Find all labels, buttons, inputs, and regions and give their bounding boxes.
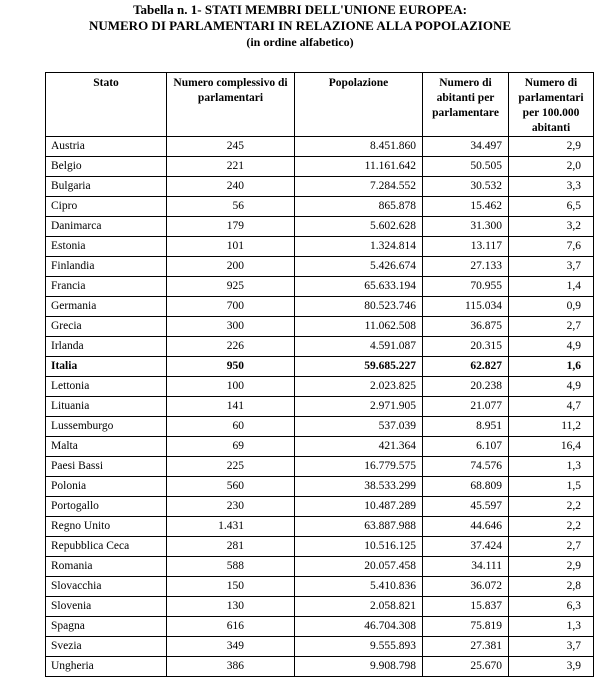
cell-parlamentari-per-100k: 2,9 [509, 137, 594, 157]
cell-parlamentari-per-100k: 6,5 [509, 197, 594, 217]
cell-parlamentari-per-100k: 11,2 [509, 417, 594, 437]
cell-parlamentari-per-100k: 1,6 [509, 357, 594, 377]
cell-abitanti-per-parlamentare: 68.809 [423, 477, 509, 497]
cell-stato: Finlandia [46, 257, 167, 277]
cell-popolazione: 9.555.893 [295, 637, 423, 657]
cell-numero-parlamentari: 616 [167, 617, 295, 637]
cell-parlamentari-per-100k: 3,7 [509, 637, 594, 657]
cell-parlamentari-per-100k: 2,7 [509, 317, 594, 337]
header-abitanti-per-parlamentare: Numero di abitanti per parlamentare [423, 73, 509, 137]
table-row [46, 617, 594, 637]
cell-popolazione: 5.410.836 [295, 577, 423, 597]
table-row [46, 217, 594, 237]
cell-popolazione: 65.633.194 [295, 277, 423, 297]
cell-parlamentari-per-100k: 1,4 [509, 277, 594, 297]
table-row [46, 357, 594, 377]
cell-numero-parlamentari: 245 [167, 137, 295, 157]
parliamentarians-table [45, 72, 594, 677]
table-caption [0, 2, 600, 50]
cell-popolazione: 16.779.575 [295, 457, 423, 477]
cell-popolazione: 1.324.814 [295, 237, 423, 257]
cell-abitanti-per-parlamentare: 34.111 [423, 557, 509, 577]
cell-numero-parlamentari: 230 [167, 497, 295, 517]
cell-popolazione: 9.908.798 [295, 657, 423, 677]
cell-abitanti-per-parlamentare: 6.107 [423, 437, 509, 457]
cell-numero-parlamentari: 950 [167, 357, 295, 377]
header-numero-parlamentari: Numero complessivo di parlamentari [167, 73, 295, 137]
cell-numero-parlamentari: 179 [167, 217, 295, 237]
cell-parlamentari-per-100k: 3,2 [509, 217, 594, 237]
cell-abitanti-per-parlamentare: 20.315 [423, 337, 509, 357]
cell-popolazione: 5.426.674 [295, 257, 423, 277]
cell-stato: Estonia [46, 237, 167, 257]
table-body [46, 137, 594, 677]
cell-abitanti-per-parlamentare: 30.532 [423, 177, 509, 197]
table-row [46, 257, 594, 277]
cell-parlamentari-per-100k: 2,7 [509, 537, 594, 557]
cell-numero-parlamentari: 1.431 [167, 517, 295, 537]
cell-numero-parlamentari: 925 [167, 277, 295, 297]
cell-parlamentari-per-100k: 4,7 [509, 397, 594, 417]
cell-popolazione: 46.704.308 [295, 617, 423, 637]
table-row [46, 337, 594, 357]
cell-stato: Italia [46, 357, 167, 377]
cell-popolazione: 537.039 [295, 417, 423, 437]
caption-note: (in ordine alfabetico) [246, 35, 354, 49]
cell-stato: Svezia [46, 637, 167, 657]
table-row [46, 637, 594, 657]
cell-stato: Francia [46, 277, 167, 297]
cell-parlamentari-per-100k: 2,0 [509, 157, 594, 177]
cell-abitanti-per-parlamentare: 31.300 [423, 217, 509, 237]
table-row [46, 237, 594, 257]
cell-parlamentari-per-100k: 2,2 [509, 497, 594, 517]
cell-abitanti-per-parlamentare: 36.875 [423, 317, 509, 337]
cell-stato: Lettonia [46, 377, 167, 397]
cell-stato: Portogallo [46, 497, 167, 517]
cell-numero-parlamentari: 60 [167, 417, 295, 437]
cell-popolazione: 2.058.821 [295, 597, 423, 617]
cell-numero-parlamentari: 300 [167, 317, 295, 337]
cell-abitanti-per-parlamentare: 37.424 [423, 537, 509, 557]
cell-popolazione: 11.161.642 [295, 157, 423, 177]
cell-parlamentari-per-100k: 3,7 [509, 257, 594, 277]
cell-numero-parlamentari: 150 [167, 577, 295, 597]
cell-stato: Lituania [46, 397, 167, 417]
cell-abitanti-per-parlamentare: 44.646 [423, 517, 509, 537]
cell-abitanti-per-parlamentare: 21.077 [423, 397, 509, 417]
header-popolazione: Popolazione [295, 73, 423, 137]
table-row [46, 397, 594, 417]
cell-popolazione: 8.451.860 [295, 137, 423, 157]
cell-popolazione: 10.516.125 [295, 537, 423, 557]
cell-parlamentari-per-100k: 7,6 [509, 237, 594, 257]
table-row [46, 417, 594, 437]
cell-numero-parlamentari: 386 [167, 657, 295, 677]
cell-stato: Malta [46, 437, 167, 457]
cell-popolazione: 11.062.508 [295, 317, 423, 337]
cell-parlamentari-per-100k: 1,3 [509, 457, 594, 477]
table-row [46, 557, 594, 577]
caption-title: Tabella n. 1- STATI MEMBRI DELL'UNIONE EUROPEA: [133, 2, 467, 17]
table-row [46, 297, 594, 317]
cell-numero-parlamentari: 221 [167, 157, 295, 177]
cell-abitanti-per-parlamentare: 25.670 [423, 657, 509, 677]
table-row [46, 657, 594, 677]
cell-parlamentari-per-100k: 6,3 [509, 597, 594, 617]
cell-parlamentari-per-100k: 0,9 [509, 297, 594, 317]
cell-stato: Polonia [46, 477, 167, 497]
cell-abitanti-per-parlamentare: 27.381 [423, 637, 509, 657]
table-row [46, 177, 594, 197]
cell-popolazione: 10.487.289 [295, 497, 423, 517]
header-stato: Stato [46, 73, 167, 137]
cell-popolazione: 63.887.988 [295, 517, 423, 537]
cell-parlamentari-per-100k: 1,5 [509, 477, 594, 497]
table-row [46, 317, 594, 337]
cell-parlamentari-per-100k: 1,3 [509, 617, 594, 637]
table-row [46, 457, 594, 477]
cell-popolazione: 865.878 [295, 197, 423, 217]
table-row [46, 537, 594, 557]
table-row [46, 497, 594, 517]
cell-stato: Slovenia [46, 597, 167, 617]
cell-numero-parlamentari: 101 [167, 237, 295, 257]
table-row [46, 477, 594, 497]
cell-abitanti-per-parlamentare: 50.505 [423, 157, 509, 177]
cell-stato: Lussemburgo [46, 417, 167, 437]
cell-parlamentari-per-100k: 2,8 [509, 577, 594, 597]
cell-popolazione: 4.591.087 [295, 337, 423, 357]
table-row [46, 377, 594, 397]
table-row [46, 157, 594, 177]
cell-stato: Cipro [46, 197, 167, 217]
cell-abitanti-per-parlamentare: 27.133 [423, 257, 509, 277]
cell-numero-parlamentari: 69 [167, 437, 295, 457]
cell-parlamentari-per-100k: 3,9 [509, 657, 594, 677]
cell-parlamentari-per-100k: 2,2 [509, 517, 594, 537]
cell-popolazione: 2.971.905 [295, 397, 423, 417]
table-row [46, 437, 594, 457]
cell-abitanti-per-parlamentare: 13.117 [423, 237, 509, 257]
table-row [46, 137, 594, 157]
cell-parlamentari-per-100k: 4,9 [509, 377, 594, 397]
cell-numero-parlamentari: 130 [167, 597, 295, 617]
cell-numero-parlamentari: 100 [167, 377, 295, 397]
cell-stato: Ungheria [46, 657, 167, 677]
cell-abitanti-per-parlamentare: 45.597 [423, 497, 509, 517]
cell-abitanti-per-parlamentare: 62.827 [423, 357, 509, 377]
cell-stato: Slovacchia [46, 577, 167, 597]
cell-popolazione: 2.023.825 [295, 377, 423, 397]
cell-stato: Germania [46, 297, 167, 317]
table-row [46, 197, 594, 217]
table-row [46, 517, 594, 537]
cell-abitanti-per-parlamentare: 75.819 [423, 617, 509, 637]
cell-stato: Belgio [46, 157, 167, 177]
cell-parlamentari-per-100k: 2,9 [509, 557, 594, 577]
cell-popolazione: 20.057.458 [295, 557, 423, 577]
cell-numero-parlamentari: 226 [167, 337, 295, 357]
cell-abitanti-per-parlamentare: 8.951 [423, 417, 509, 437]
cell-parlamentari-per-100k: 4,9 [509, 337, 594, 357]
cell-popolazione: 5.602.628 [295, 217, 423, 237]
cell-popolazione: 80.523.746 [295, 297, 423, 317]
cell-numero-parlamentari: 349 [167, 637, 295, 657]
cell-parlamentari-per-100k: 3,3 [509, 177, 594, 197]
cell-numero-parlamentari: 240 [167, 177, 295, 197]
cell-abitanti-per-parlamentare: 34.497 [423, 137, 509, 157]
cell-numero-parlamentari: 141 [167, 397, 295, 417]
cell-stato: Austria [46, 137, 167, 157]
cell-popolazione: 7.284.552 [295, 177, 423, 197]
cell-stato: Danimarca [46, 217, 167, 237]
cell-abitanti-per-parlamentare: 74.576 [423, 457, 509, 477]
cell-numero-parlamentari: 225 [167, 457, 295, 477]
cell-numero-parlamentari: 560 [167, 477, 295, 497]
cell-popolazione: 38.533.299 [295, 477, 423, 497]
table-row [46, 577, 594, 597]
cell-abitanti-per-parlamentare: 115.034 [423, 297, 509, 317]
cell-stato: Repubblica Ceca [46, 537, 167, 557]
cell-popolazione: 421.364 [295, 437, 423, 457]
cell-abitanti-per-parlamentare: 70.955 [423, 277, 509, 297]
cell-numero-parlamentari: 56 [167, 197, 295, 217]
table-row [46, 597, 594, 617]
cell-abitanti-per-parlamentare: 36.072 [423, 577, 509, 597]
cell-stato: Romania [46, 557, 167, 577]
table-row [46, 277, 594, 297]
cell-popolazione: 59.685.227 [295, 357, 423, 377]
cell-numero-parlamentari: 700 [167, 297, 295, 317]
cell-stato: Irlanda [46, 337, 167, 357]
caption-subtitle: NUMERO DI PARLAMENTARI IN RELAZIONE ALLA POPOLAZIONE [88, 18, 512, 33]
header-parlamentari-per-100k: Numero di parlamentari per 100.000 abitanti [509, 73, 594, 137]
cell-numero-parlamentari: 588 [167, 557, 295, 577]
cell-numero-parlamentari: 281 [167, 537, 295, 557]
cell-stato: Bulgaria [46, 177, 167, 197]
cell-numero-parlamentari: 200 [167, 257, 295, 277]
cell-stato: Grecia [46, 317, 167, 337]
cell-stato: Spagna [46, 617, 167, 637]
header-row [46, 73, 594, 137]
cell-stato: Paesi Bassi [46, 457, 167, 477]
cell-abitanti-per-parlamentare: 15.462 [423, 197, 509, 217]
cell-abitanti-per-parlamentare: 20.238 [423, 377, 509, 397]
cell-parlamentari-per-100k: 16,4 [509, 437, 594, 457]
cell-stato: Regno Unito [46, 517, 167, 537]
cell-abitanti-per-parlamentare: 15.837 [423, 597, 509, 617]
